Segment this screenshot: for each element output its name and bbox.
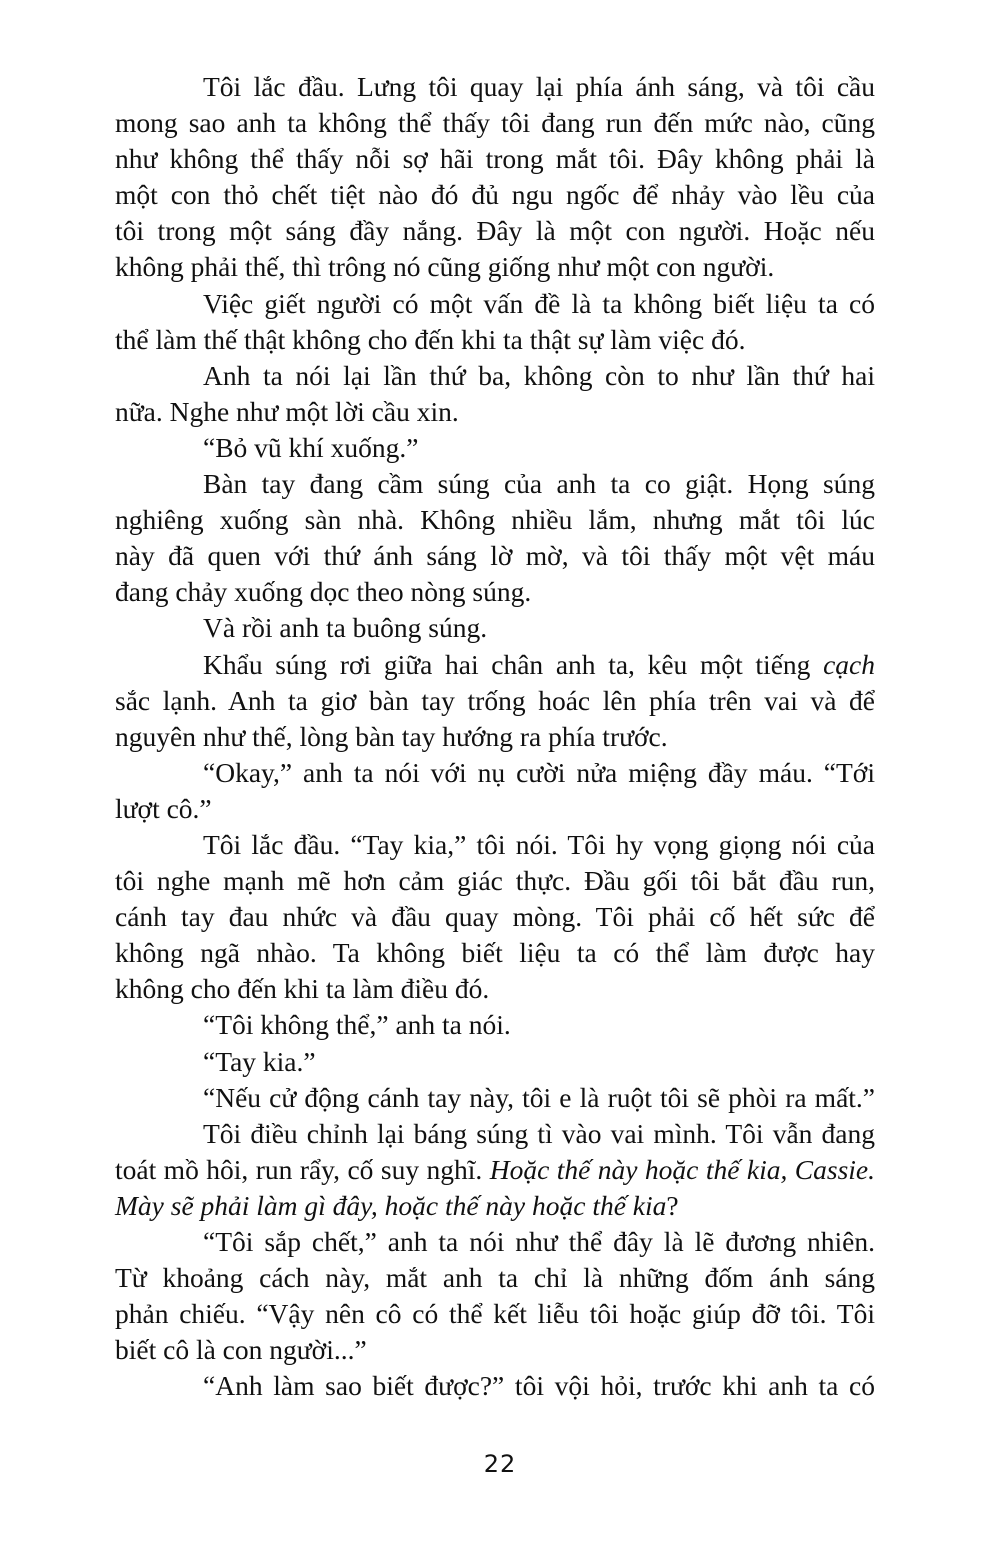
text-segment: Việc giết người có một vấn đề là ta không biết liệu ta có	[203, 287, 875, 319]
text-segment: “Anh làm sao biết được?” tôi vội hỏi, trước khi anh ta có	[203, 1370, 875, 1402]
text-segment: Tôi điều chỉnh lại báng súng tì vào vai mình. Tôi vẫn đang	[203, 1117, 875, 1149]
text-line	[115, 1080, 875, 1116]
text-line	[115, 105, 875, 141]
text-line	[115, 791, 875, 827]
text-line	[115, 863, 875, 899]
text-line	[115, 249, 875, 285]
text-line	[115, 430, 875, 466]
page-number: 22	[483, 1450, 517, 1478]
text-line	[115, 610, 875, 646]
text-segment: không cho đến khi ta làm điều đó.	[115, 973, 490, 1005]
text-line	[115, 322, 875, 358]
text-line	[115, 69, 875, 105]
text-segment: Từ khoảng cách này, mắt anh ta chỉ là những đốm ánh sáng	[115, 1262, 875, 1294]
text-segment: “Okay,” anh ta nói với nụ cười nửa miệng đầy máu. “Tới	[203, 756, 875, 788]
text-segment: nguyên như thế, lòng bàn tay hướng ra phía trước.	[115, 720, 668, 752]
text-segment: Anh ta nói lại lần thứ ba, không còn to như lần thứ hai	[203, 359, 875, 391]
text-line	[115, 213, 875, 249]
text-segment: Tôi lắc đầu. “Tay kia,” tôi nói. Tôi hy vọng giọng nói của	[203, 828, 875, 860]
text-line	[115, 1332, 875, 1368]
text-line	[115, 719, 875, 755]
text-segment: nghiêng xuống sàn nhà. Không nhiều lắm, nhưng mắt tôi lúc	[115, 504, 875, 536]
text-line	[115, 466, 875, 502]
text-segment: tôi trong một sáng đầy nắng. Đây là một con người. Hoặc nếu	[115, 215, 875, 247]
italic-text: Mày sẽ phải làm gì đây, hoặc thế này hoặc thế kia	[115, 1189, 667, 1221]
text-line	[115, 1044, 875, 1080]
text-line	[115, 1152, 875, 1188]
text-line	[115, 971, 875, 1007]
text-line	[115, 394, 875, 430]
text-line	[115, 827, 875, 863]
text-segment: mong sao anh ta không thể thấy tôi đang run đến mức nào, cũng	[115, 107, 875, 139]
text-line	[115, 538, 875, 574]
text-segment: cánh tay đau nhức và đầu quay mòng. Tôi phải cố hết sức để	[115, 901, 875, 933]
text-line	[115, 286, 875, 322]
text-line	[115, 502, 875, 538]
text-segment: ?	[666, 1189, 679, 1221]
text-line	[115, 358, 875, 394]
text-segment: một con thỏ chết tiệt nào đó đủ ngu ngốc để nhảy vào lều của	[115, 179, 875, 211]
text-segment: không phải thế, thì trông nó cũng giống như một con người.	[115, 251, 775, 283]
text-line	[115, 1260, 875, 1296]
text-segment: này đã quen với thứ ánh sáng lờ mờ, và tôi thấy một vệt máu	[115, 540, 875, 572]
text-segment: biết cô là con người...”	[115, 1334, 367, 1366]
text-line	[115, 177, 875, 213]
text-segment: Khẩu súng rơi giữa hai chân anh ta, kêu một tiếng	[203, 648, 824, 680]
text-line	[115, 1116, 875, 1152]
text-line	[115, 1368, 875, 1404]
text-segment: như không thể thấy nỗi sợ hãi trong mắt tôi. Đây không phải là	[115, 143, 875, 175]
text-segment: “Tôi sắp chết,” anh ta nói như thể đây là lẽ đương nhiên.	[203, 1226, 875, 1257]
text-segment: “Tôi không thể,” anh ta nói.	[203, 1009, 511, 1041]
italic-text: Hoặc thế này hoặc thế kia, Cassie.	[489, 1153, 876, 1185]
text-segment: toát mồ hôi, run rẩy, cố suy nghĩ.	[115, 1153, 490, 1185]
text-segment: tôi nghe mạnh mẽ hơn cảm giác thực. Đầu gối tôi bắt đầu run,	[115, 865, 875, 897]
text-segment: thể làm thế thật không cho đến khi ta thật sự làm việc đó.	[115, 323, 746, 355]
text-segment: Và rồi anh ta buông súng.	[203, 612, 488, 644]
text-line	[115, 1224, 875, 1260]
text-line	[115, 141, 875, 177]
text-segment: “Tay kia.”	[203, 1045, 316, 1077]
text-segment: Bàn tay đang cầm súng của anh ta co giật. Họng súng	[203, 468, 875, 500]
text-segment: “Nếu cử động cánh tay này, tôi e là ruột tôi sẽ phòi ra mất.”	[203, 1081, 875, 1113]
text-line	[115, 647, 875, 683]
text-line	[115, 935, 875, 971]
text-segment: “Bỏ vũ khí xuống.”	[203, 431, 419, 463]
text-segment: lượt cô.”	[115, 792, 212, 824]
book-page-text	[115, 69, 875, 1404]
text-line	[115, 755, 875, 791]
text-segment: không ngã nhào. Ta không biết liệu ta có thể làm được hay	[115, 937, 875, 969]
text-line	[115, 1188, 875, 1224]
text-segment: đang chảy xuống dọc theo nòng súng.	[115, 576, 532, 608]
text-line	[115, 683, 875, 719]
text-segment: nữa. Nghe như một lời cầu xin.	[115, 395, 459, 427]
text-line	[115, 1007, 875, 1043]
text-segment: phản chiếu. “Vậy nên cô có thể kết liễu tôi hoặc giúp đỡ tôi. Tôi	[115, 1298, 875, 1330]
italic-text: cạch	[823, 648, 875, 680]
text-segment: Tôi lắc đầu. Lưng tôi quay lại phía ánh sáng, và tôi cầu	[203, 71, 875, 102]
text-line	[115, 1296, 875, 1332]
text-segment: sắc lạnh. Anh ta giơ bàn tay trống hoác lên phía trên vai và để	[115, 684, 875, 716]
text-line	[115, 574, 875, 610]
text-line	[115, 899, 875, 935]
